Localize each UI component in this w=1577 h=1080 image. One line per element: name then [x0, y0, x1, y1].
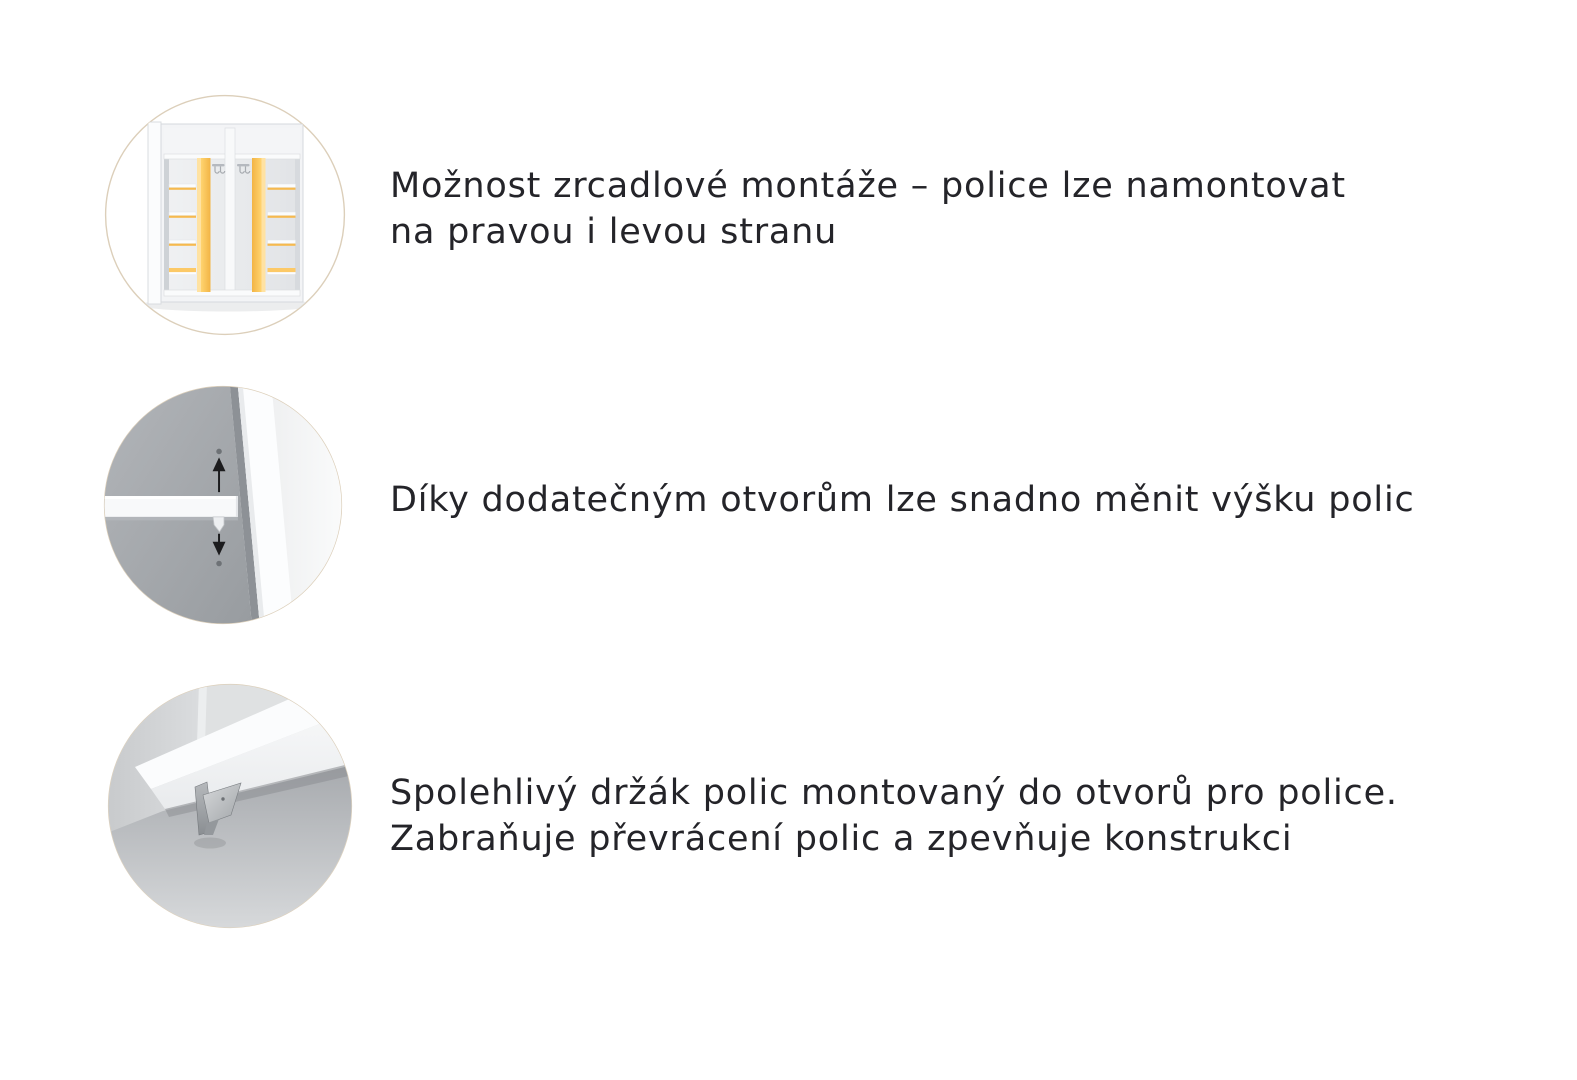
feature-text-shelf-bracket	[390, 770, 1398, 862]
feature-text-adjustable-height	[390, 477, 1415, 523]
feature-text-line: Zabraňuje převrácení polic a zpevňuje konstrukci	[390, 819, 1293, 859]
shelf-hole-bottom	[216, 561, 222, 567]
feature-text-line: Možnost zrcadlové montáže – police lze namontovat	[390, 166, 1346, 206]
shelf-height-svg	[103, 385, 343, 625]
shelf-height-arrows-illustration	[103, 385, 343, 625]
feature-text-line: Díky dodatečným otvorům lze snadno měnit výšku polic	[390, 480, 1415, 520]
shelf-hole-top	[216, 449, 222, 455]
shelf-bracket-closeup-illustration	[107, 683, 353, 929]
feature-text-mirror-mounting	[390, 163, 1346, 255]
shelf-bracket-svg	[107, 683, 353, 929]
feature-text-line: Spolehlivý držák polic montovaný do otvorů pro police.	[390, 773, 1398, 813]
feature-text-line: na pravou i levou stranu	[390, 212, 838, 252]
wardrobe-illustration-svg	[104, 94, 346, 336]
wardrobe-interior-illustration	[104, 94, 346, 336]
